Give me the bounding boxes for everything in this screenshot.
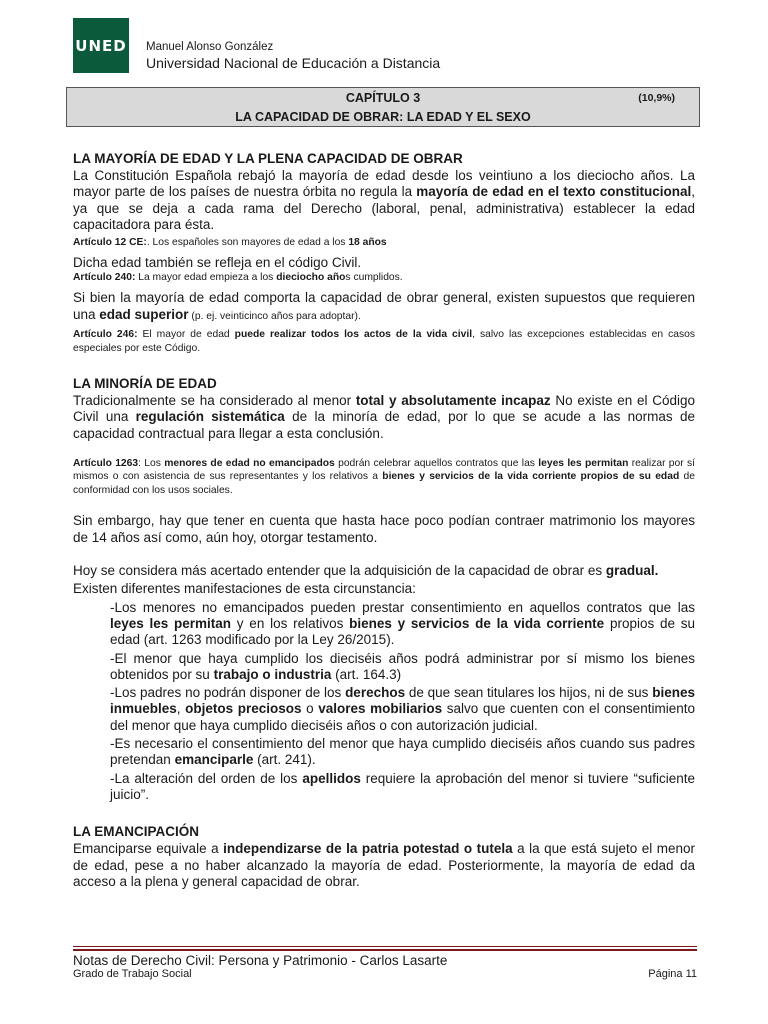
section-heading-emancipacion: LA EMANCIPACIÓN xyxy=(73,824,199,840)
paragraph: Emanciparse equivale a independizarse de la patria potestad o tutela a la que está sujeto el menor de edad, pese a no haber alcanzado la mayoría de edad. Posteriormente, la mayoría de edad da acceso a la plena y general capacidad de obrar. xyxy=(73,841,696,889)
article-240: Artículo 240: La mayor edad empieza a los dieciocho años cumplidos. xyxy=(73,271,403,283)
section-heading-mayoria: LA MAYORÍA DE EDAD Y LA PLENA CAPACIDAD DE OBRAR xyxy=(73,151,463,166)
paragraph: Sin embargo, hay que tener en cuenta que hasta hace poco podían contraer matrimonio los mayores de 14 años así como, aún hoy, otorgar testamento. xyxy=(73,513,695,545)
article-1263: Artículo 1263: Los menores de edad no emancipados podrán celebrar aquellos contratos que las leyes les permitan realizar por sí mismos o con asistencia de sus representantes y los relativos a bienes y servicios de la vida corriente propios de su edad de conformidad con los usos sociales. xyxy=(73,457,696,496)
article-12-ce: Artículo 12 CE:. Los españoles son mayores de edad a los 18 años xyxy=(73,237,387,249)
chapter-title-box xyxy=(66,87,700,127)
footer-rule xyxy=(73,949,697,951)
footer-grade: Grado de Trabajo Social xyxy=(73,968,192,980)
paragraph: Existen diferentes manifestaciones de esta circunstancia: xyxy=(73,581,416,597)
uned-logo xyxy=(73,18,129,73)
list-item: -Los menores no emancipados pueden prestar consentimiento en aquellos contratos que las leyes les permitan y en los relativos bienes y servicios de la vida corriente propios de su edad (art. 1263 modificado por la Ley 26/2015). xyxy=(110,599,695,648)
chapter-percent: (10,9%) xyxy=(638,92,675,104)
paragraph: Si bien la mayoría de edad comporta la capacidad de obrar general, existen supuestos que requieren una edad superior (p. ej. veinticinco años para adoptar). xyxy=(73,290,695,322)
list-item: -El menor que haya cumplido los dieciséis años podrá administrar por sí mismo los bienes obtenidos por su trabajo o industria (art. 164.3) xyxy=(110,650,695,682)
header-institution: Universidad Nacional de Educación a Distancia xyxy=(146,55,441,71)
section-heading-minoria: LA MINORÍA DE EDAD xyxy=(73,376,217,392)
paragraph: Hoy se considera más acertado entender que la adquisición de la capacidad de obrar es gradual. xyxy=(73,563,659,579)
chapter-subtitle: LA CAPACIDAD DE OBRAR: LA EDAD Y EL SEXO xyxy=(235,110,531,124)
list-item: -La alteración del orden de los apellidos requiere la aprobación del menor si tuviere “suficiente juicio”. xyxy=(110,770,695,802)
header-author: Manuel Alonso González xyxy=(146,41,274,53)
document-body xyxy=(73,150,695,890)
list-item: -Es necesario el consentimiento del menor que haya cumplido dieciséis años cuando sus padres pretendan emanciparle (art. 241). xyxy=(110,736,695,768)
paragraph: La Constitución Española rebajó la mayoría de edad desde los veintiuno a los dieciocho años. La mayor parte de los países de nuestra órbita no regula la mayoría de edad en el texto constitucional, ya que se deja a cada rama del Derecho (laboral, penal, administrativa) establecer la edad capacitadora para ésta. xyxy=(73,168,695,232)
list-item: -Los padres no podrán disponer de los derechos de que sean titulares los hijos, ni de sus bienes inmuebles, objetos preciosos o valores mobiliarios salvo que cuenten con el consentimiento del menor que haya cumplido dieciséis años o con autorización judicial. xyxy=(110,685,695,733)
chapter-number: CAPÍTULO 3 xyxy=(345,91,421,105)
footer-rule xyxy=(73,946,697,947)
paragraph: Dicha edad también se refleja en el código Civil. xyxy=(73,254,362,270)
page-number: Página 11 xyxy=(648,968,697,980)
paragraph: Tradicionalmente se ha considerado al menor total y absolutamente incapaz No existe en el Código Civil una regulación sistemática de la minoría de edad, por lo que se acude a las normas de capacidad contractual para llegar a esta conclusión. xyxy=(73,393,696,441)
logo-text: UNED xyxy=(75,36,127,55)
footer-notes-title: Notas de Derecho Civil: Persona y Patrimonio - Carlos Lasarte xyxy=(73,953,448,968)
article-246: Artículo 246: El mayor de edad puede realizar todos los actos de la vida civil, salvo las excepciones establecidas en casos especiales por este Código. xyxy=(73,329,695,354)
